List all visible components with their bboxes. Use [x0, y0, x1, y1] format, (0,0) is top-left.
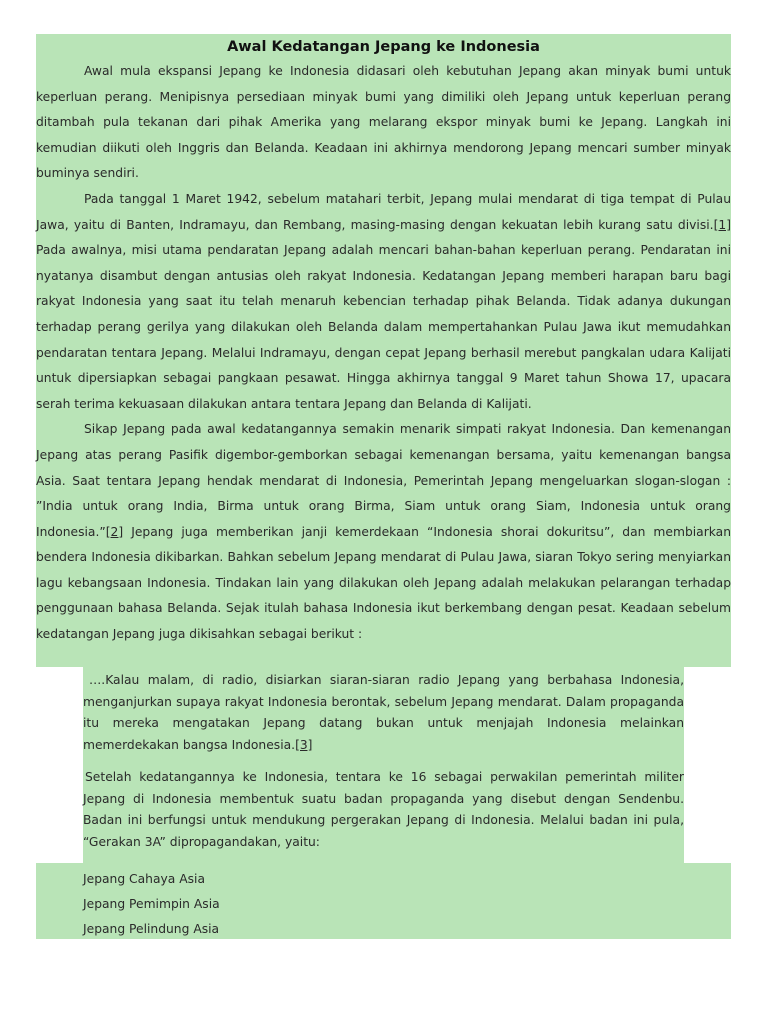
- footnote-link-1[interactable]: [1]: [713, 217, 731, 232]
- footnote-link-3[interactable]: [3]: [295, 737, 313, 752]
- main-text-block: [36, 34, 731, 667]
- paragraph-4: Setelah kedatangannya ke Indonesia, tentara ke 16 sebagai perwakilan pemerintah militer Jepang di Indonesia membentuk suatu badan propaganda yang disebut dengan Sendenbu. Badan ini berfungsi untuk mendukung pergerakan Jepang di Indonesia. Melalui badan ini pula, “Gerakan 3A” dipropagandakan, yaitu:: [83, 770, 684, 849]
- paragraph-3: [36, 417, 731, 647]
- paragraph-2: [36, 187, 731, 417]
- document-title: Awal Kedatangan Jepang ke Indonesia: [227, 39, 540, 55]
- paragraph-1-text: Awal mula ekspansi Jepang ke Indonesia didasari oleh kebutuhan Jepang akan minyak bumi untuk keperluan perang. Menipisnya persediaan minyak bumi yang dimiliki oleh Jepang untuk keperluan perang ditambah pula tekanan dari pihak Amerika yang melarang ekspor minyak bumi ke Jepang. Langkah ini kemudian diikuti oleh Inggris dan Belanda. Keadaan ini akhirnya mendorong Jepang mencari sumber minyak buminya sendiri.: [36, 64, 731, 181]
- block-quote-text: ….Kalau malam, di radio, disiarkan siaran-siaran radio Jepang yang berbahasa Indonesia, menganjurkan supaya rakyat Indonesia berontak, sebelum Jepang mendarat. Dalam propaganda itu mereka mengatakan Jepang datang bukan untuk menjajah Indonesia melainkan memerdekakan bangsa Indonesia.: [83, 673, 684, 752]
- paragraph-3-text-a: Sikap Jepang pada awal kedatangannya semakin menarik simpati rakyat Indonesia. Dan kemenangan Jepang atas perang Pasifik digembor-gemborkan sebagai kemenangan bersama, yaitu kemenangan bangsa Asia. Saat tentara Jepang hendak mendarat di Indonesia, Pemerintah Jepang mengeluarkan slogan-slogan : ”India untuk orang India, Birma untuk orang Birma, Siam untuk orang Siam, Indonesia untuk orang Indonesia.”: [36, 422, 731, 539]
- footnote-link-2[interactable]: [2]: [105, 524, 124, 539]
- gerakan-3a-list: [36, 863, 731, 939]
- list-item: Jepang Pemimpin Asia: [83, 897, 220, 911]
- paragraph-2-text-b: Pada awalnya, misi utama pendaratan Jepang adalah mencari bahan-bahan keperluan perang. Pendaratan ini nyatanya disambut dengan antusias oleh rakyat Indonesia. Kedatangan Jepang memberi harapan baru bagi rakyat Indonesia yang saat itu telah menaruh kebencian terhadap pihak Belanda. Tidak adanya dukungan terhadap perang gerilya yang dilakukan oleh Belanda dalam mempertahankan Pulau Jawa ikut memudahkan pendaratan tentara Jepang. Melalui Indramayu, dengan cepat Jepang berhasil merebut pangkalan udara Kalijati untuk dipersiapkan sebagai pangkaan pesawat. Hingga akhirnya tanggal 9 Maret tahun Showa 17, upacara serah terima kekuasaan dilakukan antara tentara Jepang dan Belanda di Kalijati.: [36, 243, 731, 411]
- paragraph-3-text-b: Jepang juga memberikan janji kemerdekaan “Indonesia shorai dokuritsu”, dan membiarkan bendera Indonesia dikibarkan. Bahkan sebelum Jepang mendarat di Pulau Jawa, siaran Tokyo sering menyiarkan lagu kebangsaan Indonesia. Tindakan lain yang dilakukan oleh Jepang adalah melakukan pelarangan terhadap penggunaan bahasa Belanda. Sejak itulah bahasa Indonesia ikut berkembang dengan pesat. Keadaan sebelum kedatangan Jepang juga dikisahkan sebagai berikut :: [36, 524, 731, 642]
- list-item: Jepang Pelindung Asia: [83, 922, 220, 936]
- paragraph-1: [36, 59, 731, 187]
- paragraph-2-text-a: Pada tanggal 1 Maret 1942, sebelum matahari terbit, Jepang mulai mendarat di tiga tempat di Pulau Jawa, yaitu di Banten, Indramayu, dan Rembang, masing-masing dengan kekuatan lebih kurang satu divisi.: [36, 191, 731, 232]
- list-item: Jepang Cahaya Asia: [83, 872, 205, 886]
- block-quote: [83, 670, 684, 756]
- quote-block: [83, 667, 684, 863]
